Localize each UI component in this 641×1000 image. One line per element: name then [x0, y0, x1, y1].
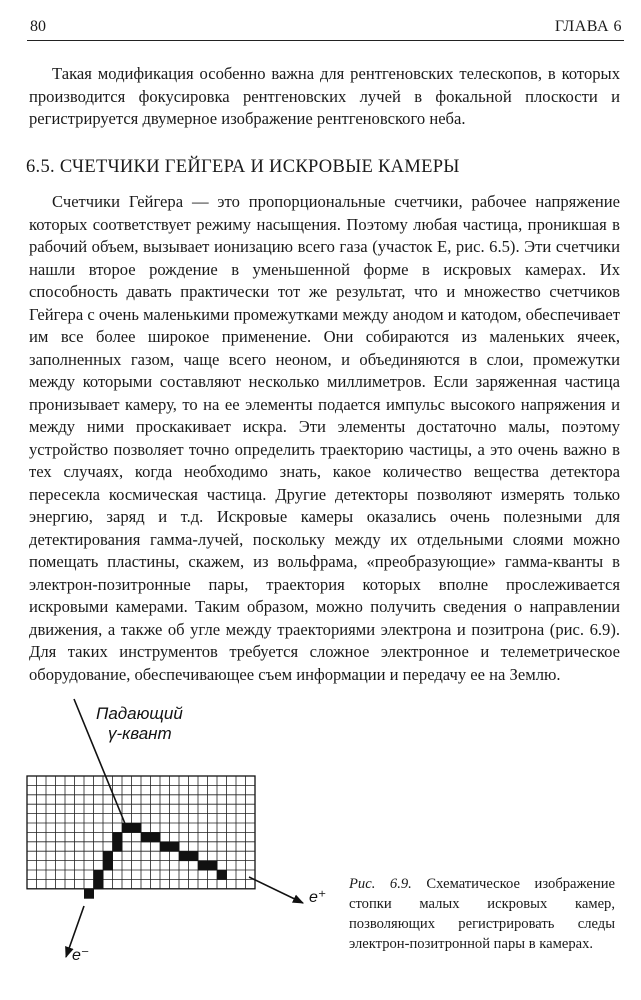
positron-track-arrow — [249, 877, 303, 903]
spark-cell — [208, 861, 218, 871]
spark-cell — [160, 842, 170, 852]
spark-cell — [113, 832, 123, 842]
spark-cell — [113, 842, 123, 852]
caption-text: Схематическое изображение стопки малых искровых камер, позволяющих регистрировать следы электрон-позитронной пары в камерах. — [349, 876, 615, 952]
spark-cell — [132, 823, 142, 833]
intro-paragraph: Такая модификация особенно важна для рентгеновских телескопов, в которых производится фокусировка рентгеновских лучей в фокальной плоскости и регистрируется двумерное изображение рентгеновского неба. — [29, 64, 620, 128]
spark-cell — [103, 851, 113, 861]
page-number: 80 — [30, 18, 46, 35]
incoming-label-line2: γ-квант — [108, 724, 172, 743]
spark-cell — [189, 851, 199, 861]
spark-cell — [179, 851, 189, 861]
spark-cell — [103, 861, 113, 871]
electron-label: e⁻ — [72, 947, 90, 964]
spark-cell — [122, 823, 132, 833]
positron-label: e⁺ — [309, 889, 327, 906]
spark-cell — [94, 870, 104, 880]
spark-cell — [94, 879, 104, 889]
caption-label: Рис. 6.9. — [349, 876, 412, 892]
spark-cell — [141, 832, 151, 842]
spark-cell — [151, 832, 161, 842]
chapter-title: ГЛАВА 6 — [554, 18, 622, 35]
spark-cell — [198, 861, 208, 871]
figure-caption — [349, 874, 615, 954]
incoming-label-line1: Падающий — [96, 704, 183, 723]
section-paragraph: Счетчики Гейгера — это пропорциональные счетчики, рабочее напряжение которых соответствует режиму насыщения. Поэтому любая частица, проникшая в рабочий объем, вызывает ионизацию всего газа (участок Е, рис. 6.5). Эти счетчики нашли второе рождение в уменьшенной форме в искровых камерах. Их способность давать практически тот же результат, что и множество счетчиков Гейгера с очень маленькими промежутками между анодом и катодом, обеспечивает им все более широкое применение. Они собираются из маленьких ячеек, заполненных газом, чаще всего неоном, и объединяются в слои, промежутки между которыми составляют несколько миллиметров. Если заряженная частица пронизывает камеру, то на ее элементы подается импульс высокого напряжения и между ними проскакивает искра. Эти элементы достаточно малы, поэтому устройство позволяет точно определить траекторию частицы, а это очень важно в тех случаях, когда необходимо знать, какое количество вещества детектора пересекла космическая частица. Другие детекторы позволяют измерять только энергию, заряд и т.д. Искровые камеры оказались очень полезными для детектирования гамма-лучей, поскольку между их отдельными слоями можно помещать пластины, скажем, из вольфрама, «преобразующие» гамма-кванты в электрон-позитронные пары, траектория которых вполне прослеживается искровыми камерами. Таким образом, можно получить сведения о направлении движения, а также об угле между траекториями электрона и позитрона (рис. 6.9). Для таких инструментов требуется сложное электронное и телеметрическое оборудование, обеспечивающее съем информации и передачу ее на Землю. — [29, 192, 620, 684]
spark-cell — [170, 842, 180, 852]
spark-cell — [217, 870, 227, 880]
spark-cell — [84, 889, 94, 899]
section-heading: 6.5. СЧЕТЧИКИ ГЕЙГЕРА И ИСКРОВЫЕ КАМЕРЫ — [26, 157, 460, 177]
